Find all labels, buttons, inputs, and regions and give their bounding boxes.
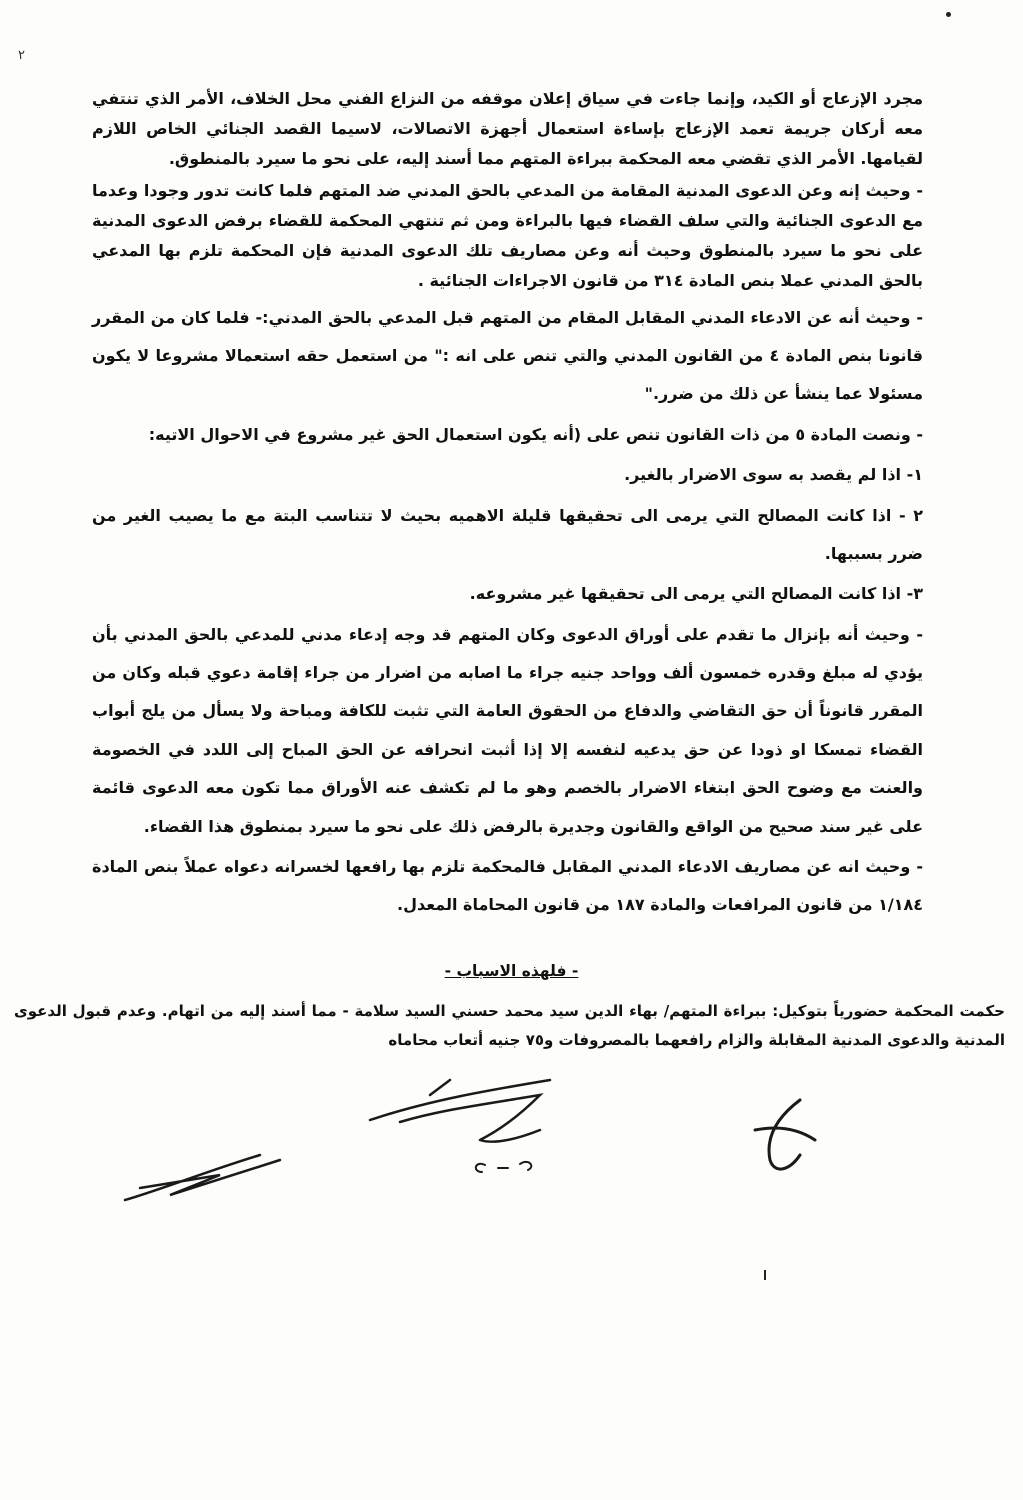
handwritten-signature-center-icon [370,1080,550,1172]
paragraph-item-1: ١- اذا لم يقصد به سوى الاضرار بالغير. [624,465,923,485]
handwritten-signature-left-icon [125,1155,280,1200]
paragraph-intro: مجرد الإزعاج أو الكيد، وإنما جاءت في سياق إعلان موقفه من النزاع الفني محل الخلاف، الأمر الذي تنتفي معه أركان جريمة تعمد الإزعاج بإساءة استعمال أجهزة الاتصالات، لاسيما القصد الجنائي الخاص اللازم لقيامها. الأمر الذي تقضي معه المحكمة ببراءة المتهم مما أسند إليه، على نحو ما سيرد بالمنطوق. [92,89,923,169]
paragraph-article-5: - ونصت المادة ٥ من ذات القانون تنص على (أنه يكون استعمال الحق غير مشروع في الاحوال الاتيه: [148,424,923,444]
scan-mark [764,1270,766,1280]
signatures-area [100,1060,850,1220]
paragraph-counterclaim: - وحيث أنه عن الادعاء المدني المقابل المقام من المتهم قبل المدعي بالحق المدني:- فلما كان من المقرر قانونا بنص المادة ٤ من القانون المدني والتي تنص على انه :" من استعمل حقه استعمالا مشروعا لا يكون مسئولا عما ينشأ عن ذلك من ضرر." [92,307,923,404]
page-marker: ٢ [18,48,25,63]
verdict-text: حكمت المحكمة حضورياً بتوكيل: ببراءة المتهم/ بهاء الدين سيد محمد حسني السيد سلامة - مما أسند إليه من اتهام. وعدم قبول الدعوى المدنية والدعوى المدنية المقابلة والزام رافعهما بالمصروفات و٧٥ جنيه أتعاب محاماه [14,1002,1005,1050]
body-text [92,84,923,927]
section-heading: - فلهذه الاسباب - [444,962,579,980]
paragraph-application: - وحيث أنه بإنزال ما تقدم على أوراق الدعوى وكان المتهم قد وجه إدعاء مدني للمدعي بالحق المدني بأن يؤدي له مبلغ وقدره خمسون ألف وواحد جنيه جراء ما اصابه من اضرار من جراء إقامة دعوي قبله وكان من المقرر قانوناً أن حق التقاضي والدفاع من الحقوق العامة التي تثبت للكافة ومباحة ولا يسأل من يلج أبواب القضاء تمسكا او ذودا عن حق يدعيه لنفسه إلا إذا أثبت انحرافه عن الحق المباح إلى اللدد في الخصومة والعنت مع وضوح الحق ابتغاء الاضرار بالخصم وهو ما لم تكشف عنه الأوراق مما تكون معه الدعوى قائمة على غير سند صحيح من الواقع والقانون وجديرة بالرفض ذلك على نحو ما سيرد بمنطوق هذا القضاء. [92,624,923,836]
scan-dot [946,12,951,17]
paragraph-costs: - وحيث انه عن مصاريف الادعاء المدني المقابل فالمحكمة تلزم بها رافعها لخسرانه دعواه عملاً بنص المادة ١/١٨٤ من قانون المرافعات والمادة ١٨٧ من قانون المحاماة المعدل. [92,857,923,915]
paragraph-item-2: ٢ - اذا كانت المصالح التي يرمى الى تحقيقها قليلة الاهميه بحيث لا تتناسب البتة مع ما يصيب الغير من ضرر بسببها. [92,505,923,563]
handwritten-signature-right-icon [755,1100,815,1169]
paragraph-item-3: ٣- اذا كانت المصالح التي يرمى الى تحقيقها غير مشروعه. [469,584,923,604]
paragraph-civil-claim: - وحيث إنه وعن الدعوى المدنية المقامة من المدعي بالحق المدني ضد المتهم فلما كانت تدور وجودا وعدما مع الدعوى الجنائية والتي سلف القضاء فيها بالبراءة ومن ثم تنتهي المحكمة للقضاء برفض الدعوى المدنية على نحو ما سيرد بالمنطوق وحيث أنه وعن مصاريف تلك الدعوى المدنية فإن المحكمة تلزم بها المدعي بالحق المدني عملا بنص المادة ٣١٤ من قانون الاجراءات الجنائية . [92,181,923,291]
